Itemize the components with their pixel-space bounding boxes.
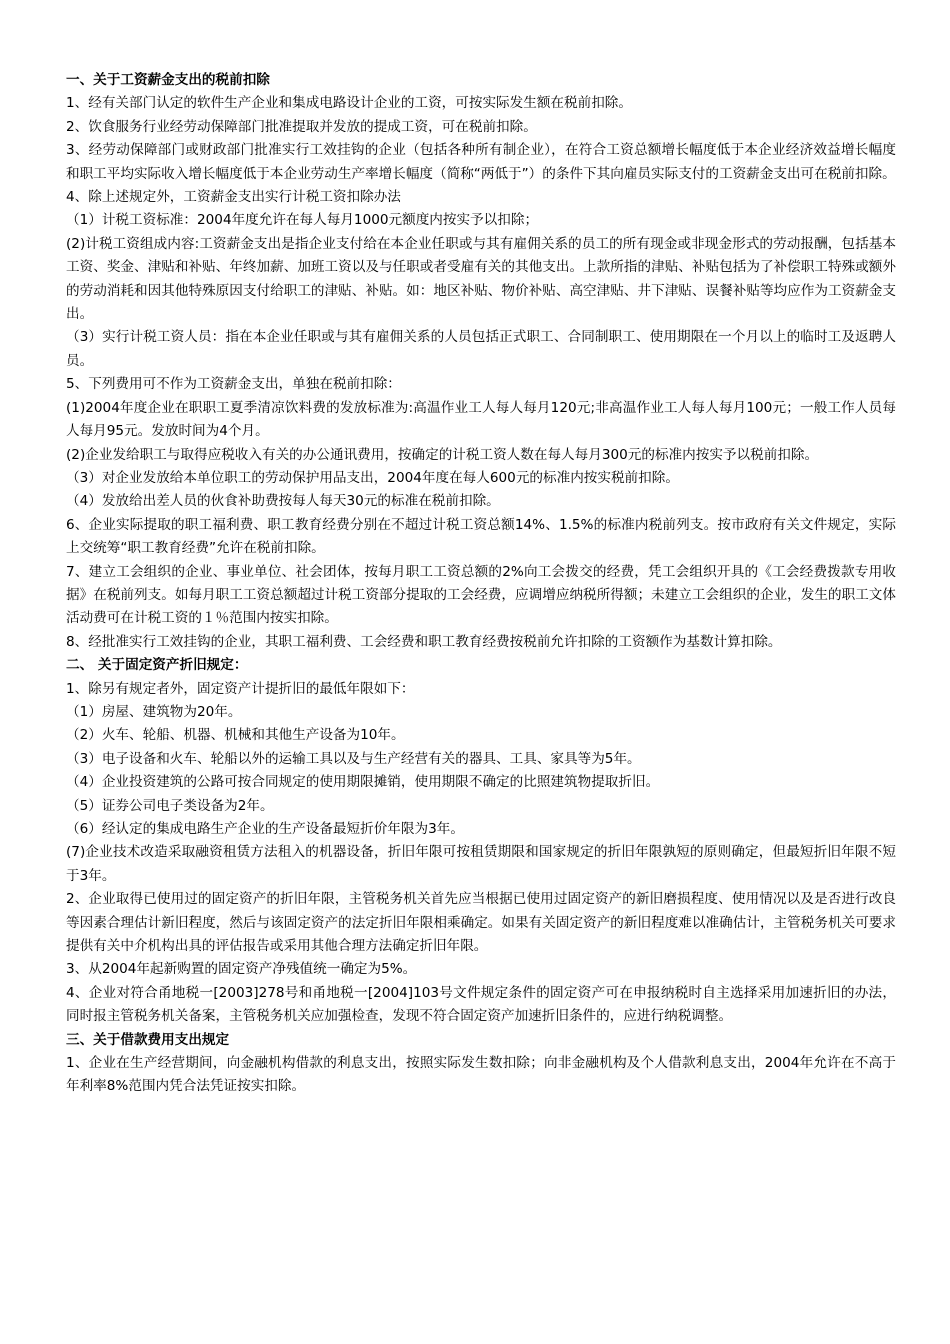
paragraph: 1、经有关部门认定的软件生产企业和集成电路设计企业的工资，可按实际发生额在税前扣除。 [66, 95, 632, 112]
paragraph: 4、企业对符合甬地税一[2003]278号和甬地税一[2004]103号文件规定条件的固定资产可在申报纳税时自主选择采用加速折旧的办法，同时报主管税务机关备案，主管税务机关应加强检查，发现不符合固定资产加速折旧条件的，应进行纳税调整。 [66, 984, 896, 1025]
paragraph: 3、经劳动保障部门或财政部门批准实行工效挂钩的企业（包括各种所有制企业），在符合工资总额增长幅度低于本企业经济效益增长幅度和职工平均实际收入增长幅度低于本企业劳动生产率增长幅度（简称“两低于”）的条件下其向雇员实际支付的工资薪金支出可在税前扣除。 [66, 142, 896, 182]
paragraph: （2）火车、轮船、机器、机械和其他生产设备为10年。 [66, 727, 405, 744]
paragraph: (1)2004年度企业在职职工夏季清凉饮料费的发放标准为:高温作业工人每人每月120元;非高温作业工人每人每月100元；一般工作人员每人每月95元。发放时间为4个月。 [66, 399, 896, 440]
paragraph: （6）经认定的集成电路生产企业的生产设备最短折价年限为3年。 [66, 821, 464, 837]
paragraph: （1）计税工资标准：2004年度允许在每人每月1000元额度内按实予以扣除； [66, 212, 539, 229]
section-heading: 三、关于借款费用支出规定 [66, 1031, 230, 1048]
paragraph: 1、除另有规定者外，固定资产计提折旧的最低年限如下： [66, 680, 415, 697]
paragraph: 4、除上述规定外，工资薪金支出实行计税工资扣除办法 [66, 189, 401, 206]
paragraph: 7、建立工会组织的企业、事业单位、社会团体，按每月职工工资总额的2%向工会拨交的经费，凭工会组织开具的《工会经费拨款专用收据》在税前列支。如每月职工工资总额超过计税工资部分提取的工会经费，应调增应纳税所得额；未建立工会组织的企业，发生的职工文体活动费可在计税工资的１％范围内按实扣除。 [66, 563, 896, 627]
paragraph: 1、企业在生产经营期间，向金融机构借款的利息支出，按照实际发生数扣除；向非金融机构及个人借款利息支出，2004年允许在不高于年利率8%范围内凭合法凭证按实扣除。 [66, 1055, 896, 1095]
paragraph: 8、经批准实行工效挂钩的企业，其职工福利费、工会经费和职工教育经费按税前允许扣除的工资额作为基数计算扣除。 [66, 633, 782, 650]
paragraph: （3）电子设备和火车、轮船以外的运输工具以及与生产经营有关的器具、工具、家具等为5年。 [66, 750, 641, 767]
section-heading: 一、关于工资薪金支出的税前扣除 [66, 72, 270, 88]
paragraph: （5）证券公司电子类设备为2年。 [66, 797, 274, 814]
paragraph: (2)计税工资组成内容:工资薪金支出是指企业支付给在本企业任职或与其有雇佣关系的员工的所有现金或非现金形式的劳动报酬，包括基本工资、奖金、津贴和补贴、年终加薪、加班工资以及与任职或者受雇有关的其他支出。上款所指的津贴、补贴包括为了补偿职工特殊或额外的劳动消耗和因其他特殊原因支付给职工的津贴、补贴。如：地区补贴、物价补贴、高空津贴、井下津贴、误餐补贴等均应作为工资薪金支出。 [66, 235, 896, 323]
document-page [66, 69, 896, 1099]
paragraph: 2、饮食服务行业经劳动保障部门批准提取并发放的提成工资，可在税前扣除。 [66, 118, 537, 135]
section-heading: 二、 关于固定资产折旧规定： [66, 657, 248, 674]
paragraph: 5、下列费用可不作为工资薪金支出，单独在税前扣除： [66, 376, 401, 393]
paragraph: 6、企业实际提取的职工福利费、职工教育经费分别在不超过计税工资总额14%、1.5%的标准内税前列支。按市政府有关文件规定，实际上交统筹“职工教育经费”允许在税前扣除。 [66, 516, 896, 557]
paragraph: （4）发放给出差人员的伙食补助费按每人每天30元的标准在税前扣除。 [66, 493, 500, 510]
paragraph: (7)企业技术改造采取融资租赁方法租入的机器设备，折旧年限可按租赁期限和国家规定的折旧年限孰短的原则确定，但最短折旧年限不短于3年。 [66, 844, 896, 884]
paragraph: （3）对企业发放给本单位职工的劳动保护用品支出，2004年度在每人600元的标准内按实税前扣除。 [66, 469, 679, 486]
paragraph: （3）实行计税工资人员：指在本企业任职或与其有雇佣关系的人员包括正式职工、合同制职工、使用期限在一个月以上的临时工及返聘人员。 [66, 329, 896, 369]
paragraph: (2)企业发给职工与取得应税收入有关的办公通讯费用，按确定的计税工资人数在每人每月300元的标准内按实予以税前扣除。 [66, 446, 819, 463]
paragraph: （1）房屋、建筑物为20年。 [66, 703, 242, 720]
paragraph: 2、企业取得已使用过的固定资产的折旧年限，主管税务机关首先应当根据已使用过固定资产的新旧磨损程度、使用情况以及是否进行改良等因素合理估计新旧程度，然后与该固定资产的法定折旧年限相乘确定。如果有关固定资产的新旧程度难以准确估计，主管税务机关可要求提供有关中介机构出具的评估报告或采用其他合理方法确定折旧年限。 [66, 891, 896, 955]
paragraph: （4）企业投资建筑的公路可按合同规定的使用期限摊销，使用期限不确定的比照建筑物提取折旧。 [66, 774, 660, 791]
paragraph: 3、从2004年起新购置的固定资产净残值统一确定为5%。 [66, 961, 417, 978]
